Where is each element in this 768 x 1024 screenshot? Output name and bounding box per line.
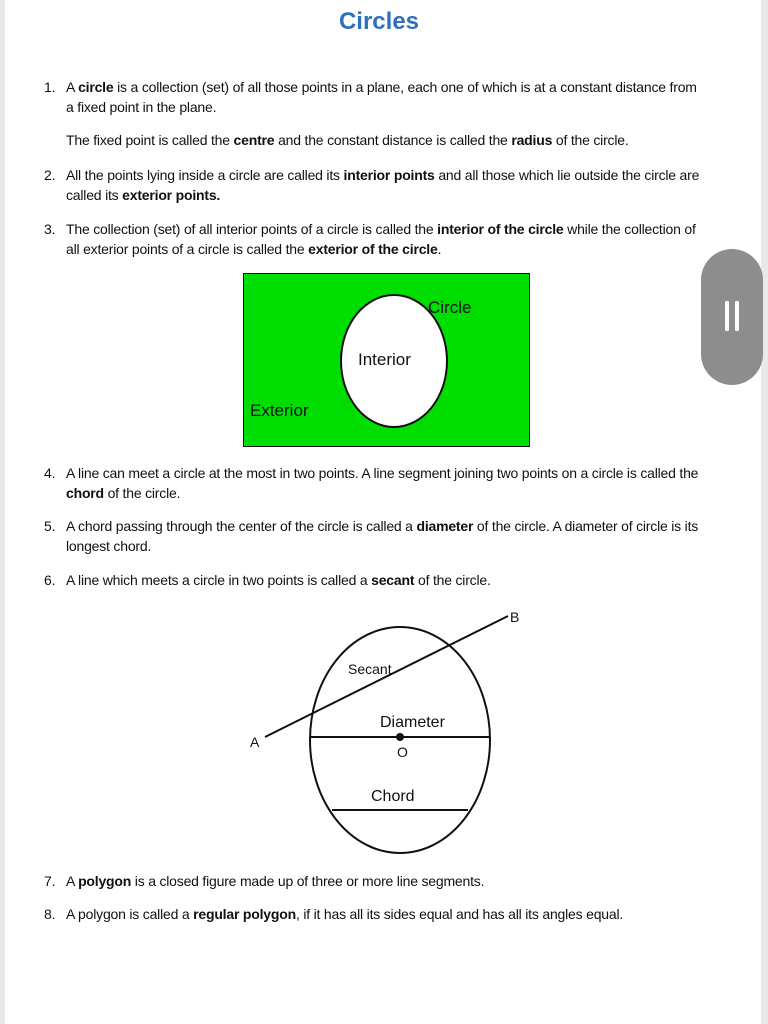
grip-icon — [725, 301, 729, 331]
item-number: 7. — [44, 873, 56, 889]
item-text — [66, 165, 706, 205]
item-number: 1. — [44, 79, 56, 95]
text-run: A polygon is called a — [66, 906, 194, 922]
text-run: A chord passing through the center of the circle is called a — [66, 518, 417, 534]
text-run: of the circle. — [552, 132, 629, 148]
text-run: and the constant distance is called the — [274, 132, 512, 148]
bold-term: diameter — [416, 518, 474, 534]
item-text — [66, 219, 706, 259]
item-text — [66, 904, 706, 924]
exterior-label: Exterior — [250, 401, 309, 420]
point-b-label: B — [510, 609, 520, 625]
bold-term: interior points — [343, 167, 435, 183]
text-run: of the circle. — [414, 572, 491, 588]
text-run: A — [66, 873, 79, 889]
point-a-label: A — [250, 734, 260, 750]
center-o-label: O — [397, 744, 408, 760]
diameter-label: Diameter — [380, 714, 445, 731]
bold-term: exterior of the circle — [308, 241, 438, 257]
scroll-handle[interactable] — [701, 249, 763, 385]
item-text — [66, 463, 706, 503]
text-run: while the collection of all exterior points of a circle is called the — [66, 221, 696, 257]
page-title: Circles — [338, 8, 420, 35]
bold-term: regular polygon — [193, 906, 296, 922]
item-number: 5. — [44, 518, 56, 534]
text-run: All the points lying inside a circle are called its — [66, 167, 344, 183]
secant-diameter-chord-figure — [240, 605, 530, 860]
interior-label: Interior — [358, 350, 411, 369]
grip-icon — [735, 301, 739, 331]
interior-exterior-figure — [243, 273, 530, 447]
item-text — [66, 871, 706, 891]
text-run: of the circle. — [103, 485, 181, 501]
secant-label: Secant — [348, 661, 392, 677]
bold-term: chord — [66, 485, 104, 501]
paragraph-centre-radius — [66, 130, 726, 150]
item-number: 8. — [44, 906, 56, 922]
item-number: 2. — [44, 167, 56, 183]
text-run: of the circle. A diameter of circle is its longest chord. — [66, 518, 699, 554]
bold-term: exterior points. — [122, 187, 221, 203]
text-run: A — [66, 79, 79, 95]
bold-term: centre — [233, 132, 275, 148]
text-run: The fixed point is called the — [66, 132, 234, 148]
text-run: and all those which lie outside the circle are called its — [66, 167, 700, 203]
item-number: 3. — [44, 221, 56, 237]
chord-label: Chord — [371, 788, 415, 805]
item-text — [66, 570, 706, 590]
circle-label: Circle — [428, 298, 472, 317]
center-point — [396, 733, 404, 741]
bold-term: circle — [78, 79, 114, 95]
text-run: is a collection (set) of all those points in a plane, each one of which is at a constant distance from a fixed point in the plane. — [66, 79, 697, 115]
bold-term: polygon — [78, 873, 132, 889]
bold-term: interior of the circle — [437, 221, 564, 237]
item-number: 6. — [44, 572, 56, 588]
item-text — [66, 516, 706, 556]
text-run: is a closed figure made up of three or more line segments. — [131, 873, 485, 889]
bold-term: radius — [511, 132, 553, 148]
item-text — [66, 77, 706, 117]
text-run: A line can meet a circle at the most in two points. A line segment joining two points on a circle is called the — [66, 465, 699, 481]
text-run: , if it has all its sides equal and has all its angles equal. — [295, 906, 624, 922]
item-number: 4. — [44, 465, 56, 481]
text-run: A line which meets a circle in two points is called a — [66, 572, 372, 588]
text-run: . — [437, 241, 442, 257]
text-run: The collection (set) of all interior points of a circle is called the — [66, 221, 438, 237]
bold-term: secant — [371, 572, 415, 588]
